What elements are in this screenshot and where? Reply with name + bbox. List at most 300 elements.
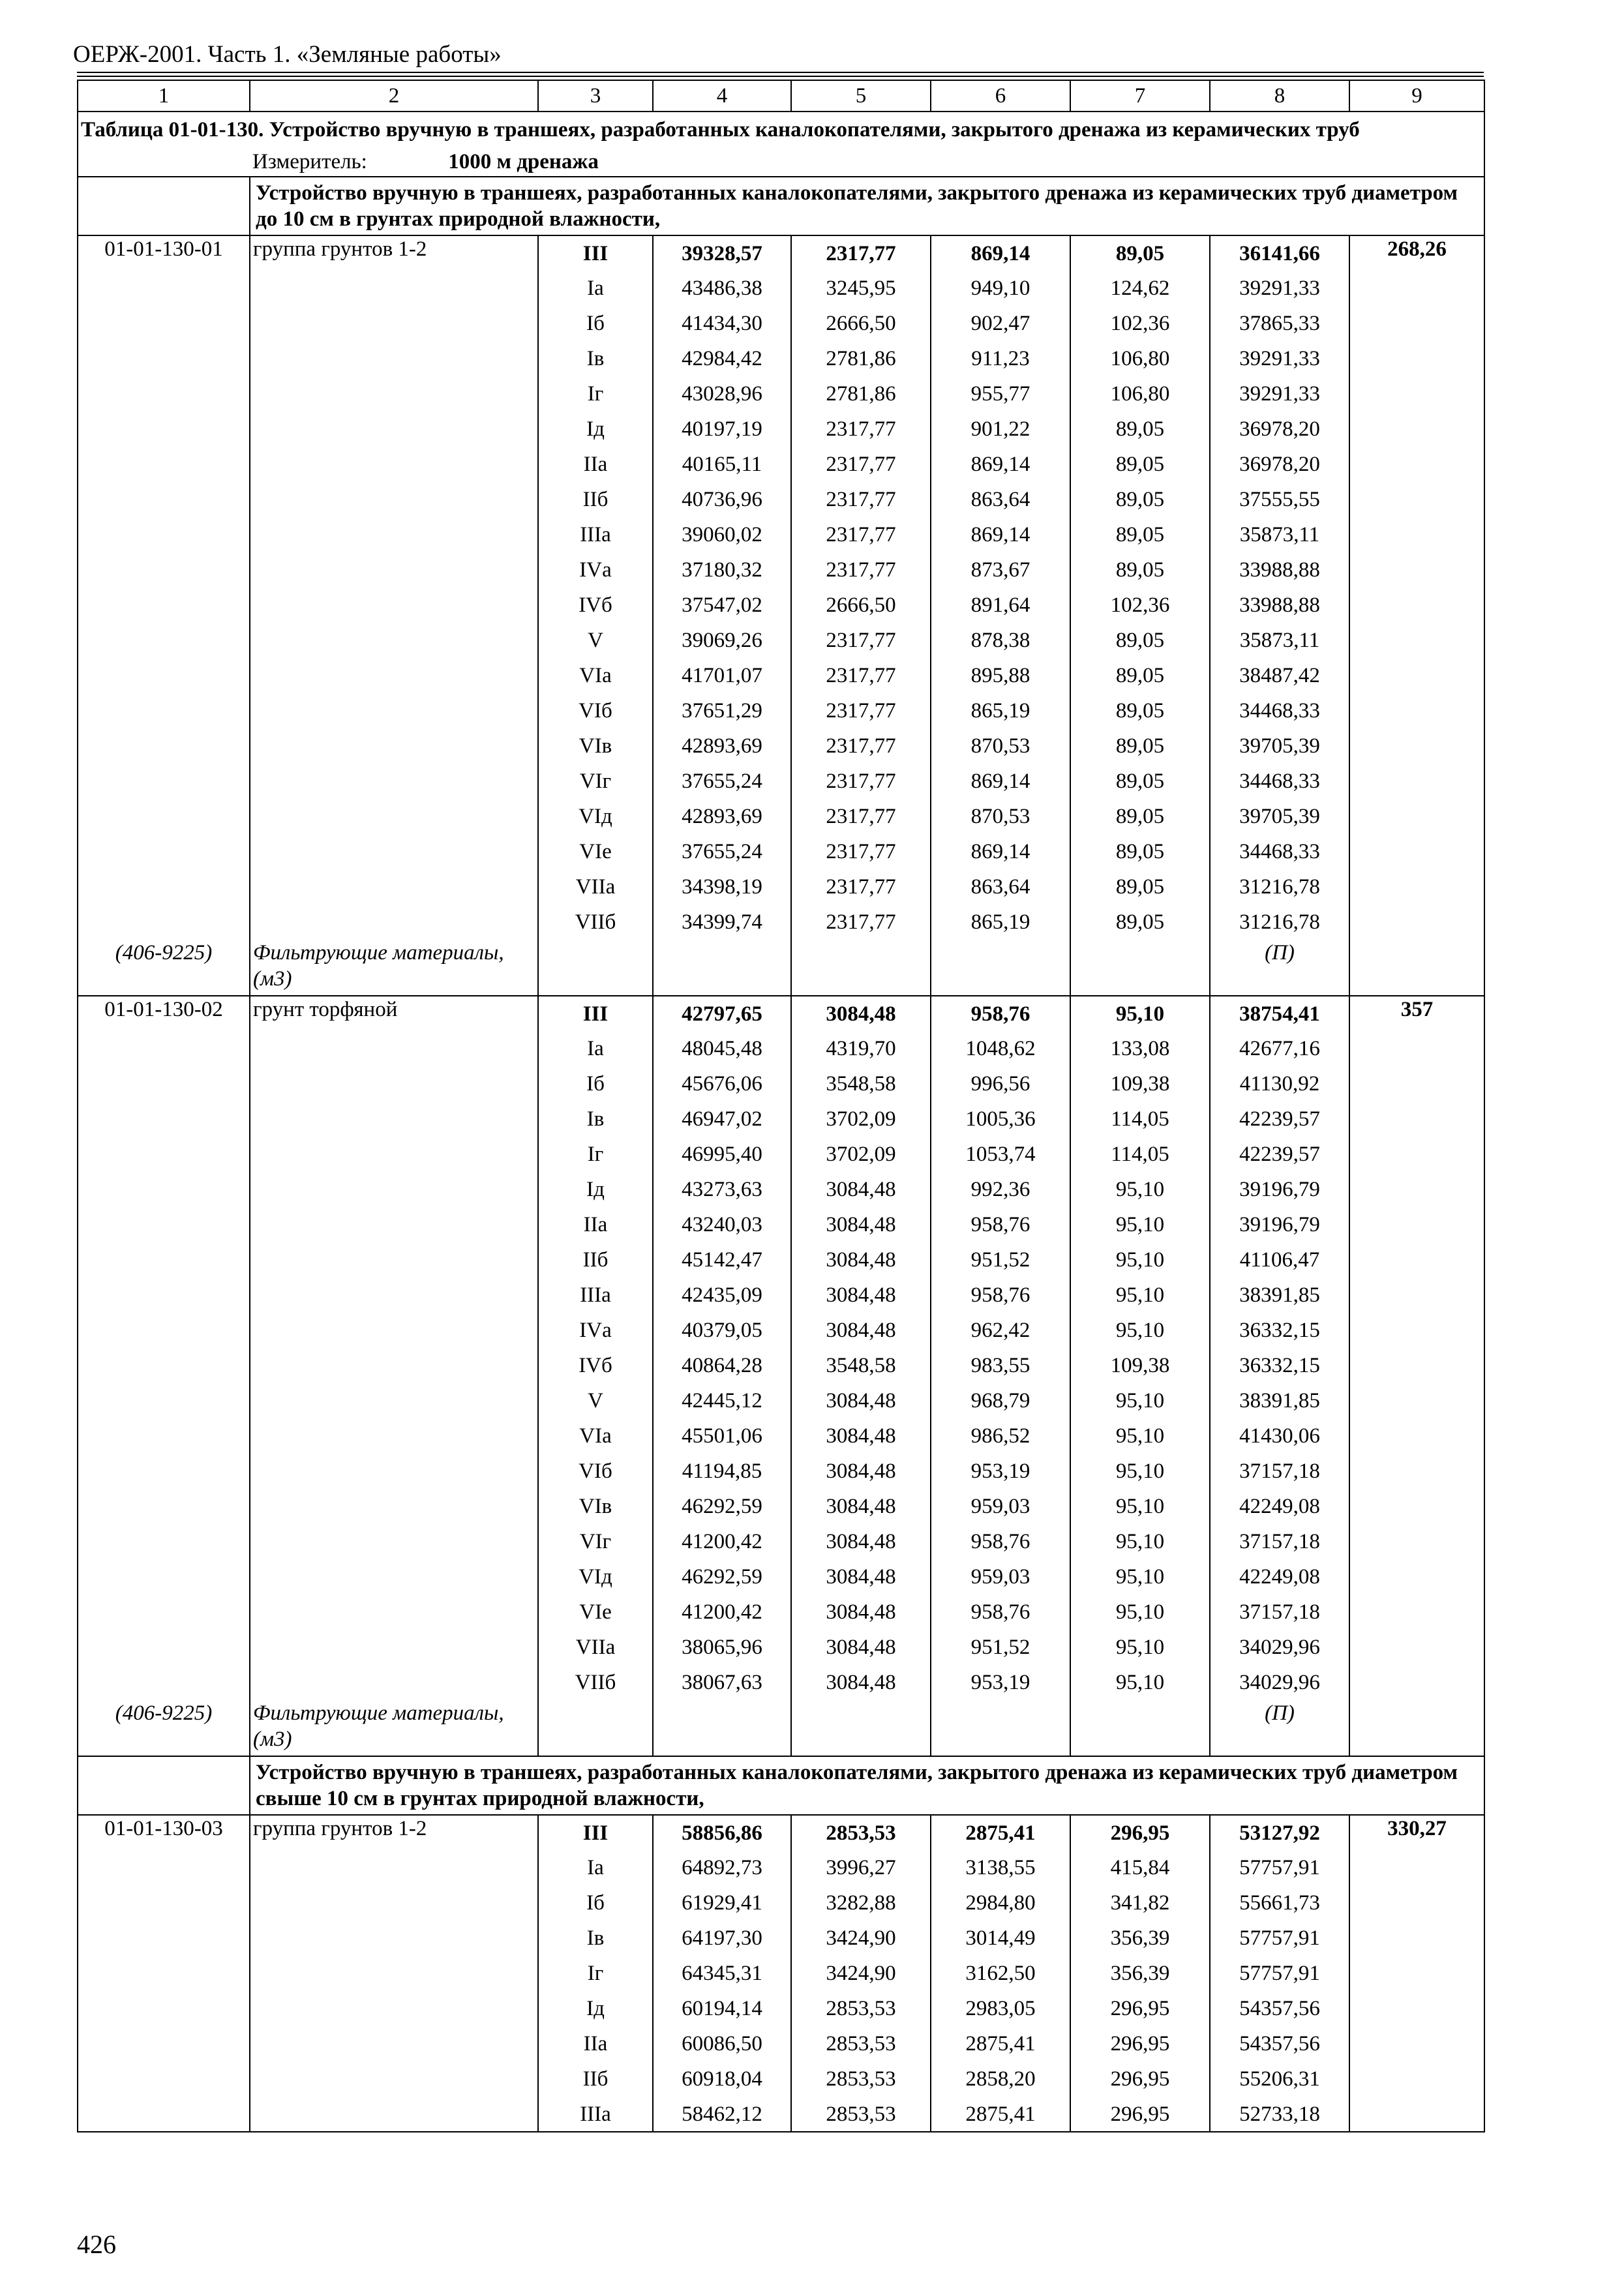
name-cell [250,2061,538,2097]
value-cell: 863,64 [931,869,1070,905]
value-cell: 39291,33 [1210,341,1349,376]
value-cell: 39328,57 [653,235,791,271]
name-cell [250,588,538,623]
value-cell: 3424,90 [791,1956,931,1991]
name-cell [250,1850,538,1885]
name-cell [250,623,538,658]
running-header: ОЕРЖ-2001. Часть 1. «Земляные работы» [73,41,502,68]
value-cell: 34398,19 [653,869,791,905]
col9-cell [1349,1594,1484,1630]
zone-cell: V [538,623,653,658]
value-cell: 89,05 [1070,517,1210,552]
zone-cell: IVб [538,1348,653,1383]
row-name: группа грунтов 1-2 [250,235,538,271]
value-cell: 35873,11 [1210,623,1349,658]
table-row [78,658,1484,693]
filter-code: (406-9225) [78,1700,250,1756]
value-cell: 58856,86 [653,1815,791,1850]
meter-label: Измеритель: [252,149,367,173]
value-cell: 55206,31 [1210,2061,1349,2097]
value-cell: 95,10 [1070,1207,1210,1242]
value-cell: 953,19 [931,1665,1070,1700]
meter-value: 1000 м дренажа [448,149,599,173]
code-cell [78,834,250,869]
name-cell [250,834,538,869]
value-cell: 95,10 [1070,1559,1210,1594]
value-cell: 89,05 [1070,693,1210,728]
value-cell: 89,05 [1070,552,1210,588]
value-cell: 895,88 [931,658,1070,693]
value-cell: 902,47 [931,306,1070,341]
zone-cell: IIIа [538,2097,653,2132]
value-cell: 870,53 [931,728,1070,764]
name-cell [250,1348,538,1383]
col9-cell [1349,764,1484,799]
value-cell: 95,10 [1070,996,1210,1031]
value-cell: 1053,74 [931,1137,1070,1172]
code-cell [78,1630,250,1665]
table-row [78,376,1484,411]
table-row [78,693,1484,728]
value-cell: 959,03 [931,1489,1070,1524]
value-cell: 106,80 [1070,376,1210,411]
table-row [78,2026,1484,2061]
table-row [78,1665,1484,1700]
value-cell: 42984,42 [653,341,791,376]
value-cell: 64892,73 [653,1850,791,1885]
value-cell: 2317,77 [791,517,931,552]
value-cell: 36978,20 [1210,411,1349,447]
zone-cell: Iв [538,1101,653,1137]
column-number-row [78,80,1484,112]
value-cell: 37547,02 [653,588,791,623]
name-cell [250,1956,538,1991]
value-cell: 95,10 [1070,1524,1210,1559]
value-cell: 37865,33 [1210,306,1349,341]
zone-cell: Iв [538,1921,653,1956]
table-row [78,588,1484,623]
col9-cell [1349,271,1484,306]
page-number: 426 [77,2230,116,2259]
table-title: Таблица 01-01-130. Устройство вручную в траншеях, разработанных каналокопателями, закрытого дренажа из керамических труб [78,112,1484,147]
value-cell: 1048,62 [931,1031,1070,1066]
value-cell: 45676,06 [653,1066,791,1101]
value-cell: 869,14 [931,764,1070,799]
value-cell: 95,10 [1070,1418,1210,1454]
value-cell: 962,42 [931,1313,1070,1348]
col9-cell [1349,552,1484,588]
name-cell [250,1630,538,1665]
value-cell: 869,14 [931,834,1070,869]
zone-cell: IVа [538,1313,653,1348]
value-cell: 2317,77 [791,658,931,693]
col9-cell [1349,1137,1484,1172]
value-cell: 953,19 [931,1454,1070,1489]
code-cell [78,1172,250,1207]
value-cell: 42249,08 [1210,1489,1349,1524]
col-number: 7 [1070,80,1210,112]
table-row [78,341,1484,376]
value-cell: 58462,12 [653,2097,791,2132]
table-row [78,869,1484,905]
table-row [78,1559,1484,1594]
name-cell [250,341,538,376]
col9-cell [1349,517,1484,552]
value-cell: 109,38 [1070,1348,1210,1383]
value-cell: 873,67 [931,552,1070,588]
value-cell: 2875,41 [931,2097,1070,2132]
section-spacer [78,1756,250,1815]
value-cell: 57757,91 [1210,1850,1349,1885]
col-number: 4 [653,80,791,112]
table-row [78,1031,1484,1066]
value-cell: 3084,48 [791,1454,931,1489]
value-cell: 95,10 [1070,1665,1210,1700]
col9-cell [1349,658,1484,693]
code-cell [78,1956,250,1991]
empty-cell [653,1700,791,1756]
value-cell: 41200,42 [653,1524,791,1559]
value-cell: 958,76 [931,1524,1070,1559]
name-cell [250,728,538,764]
row-code: 01-01-130-03 [78,1815,250,1850]
col-number: 8 [1210,80,1349,112]
value-cell: 865,19 [931,905,1070,940]
empty-cell [791,1700,931,1756]
table-row [78,1383,1484,1418]
col9-cell [1349,2026,1484,2061]
code-cell [78,728,250,764]
value-cell: 89,05 [1070,799,1210,834]
section-title: Устройство вручную в траншеях, разработанных каналокопателями, закрытого дренажа из керамических труб диаметром свыше 10 см в грунтах природной влажности, [250,1756,1484,1815]
value-cell: 296,95 [1070,2061,1210,2097]
col9-cell [1349,588,1484,623]
value-cell: 38391,85 [1210,1383,1349,1418]
code-cell [78,517,250,552]
value-cell: 95,10 [1070,1242,1210,1278]
col9-cell [1349,341,1484,376]
name-cell [250,1885,538,1921]
value-cell: 46292,59 [653,1489,791,1524]
value-cell: 43240,03 [653,1207,791,1242]
value-cell: 95,10 [1070,1594,1210,1630]
zone-cell: Iг [538,1137,653,1172]
table-row [78,1207,1484,1242]
col-number: 2 [250,80,538,112]
value-cell: 46947,02 [653,1101,791,1137]
value-cell: 3084,48 [791,1418,931,1454]
code-cell [78,411,250,447]
col-number: 1 [78,80,250,112]
code-cell [78,764,250,799]
value-cell: 43486,38 [653,271,791,306]
value-cell: 2781,86 [791,341,931,376]
name-cell [250,1454,538,1489]
value-cell: 64197,30 [653,1921,791,1956]
code-cell [78,658,250,693]
value-cell: 41701,07 [653,658,791,693]
value-cell: 2853,53 [791,2097,931,2132]
col9-cell [1349,1630,1484,1665]
zone-cell: VIа [538,1418,653,1454]
value-cell: 2317,77 [791,447,931,482]
col9-cell [1349,306,1484,341]
row-name: группа грунтов 1-2 [250,1815,538,1850]
value-cell: 114,05 [1070,1137,1210,1172]
value-cell: 95,10 [1070,1278,1210,1313]
code-cell [78,1031,250,1066]
filter-row [78,1700,1484,1756]
value-cell: 3702,09 [791,1137,931,1172]
value-cell: 958,76 [931,996,1070,1031]
value-cell: 36332,15 [1210,1313,1349,1348]
table-row [78,2097,1484,2132]
value-cell: 52733,18 [1210,2097,1349,2132]
zone-cell: VIв [538,1489,653,1524]
value-cell: 33988,88 [1210,588,1349,623]
col9-cell [1349,1991,1484,2026]
value-cell: 43028,96 [653,376,791,411]
value-cell: 3084,48 [791,1630,931,1665]
zone-cell: III [538,1815,653,1850]
value-cell: 133,08 [1070,1031,1210,1066]
value-cell: 869,14 [931,235,1070,271]
value-cell: 2666,50 [791,306,931,341]
value-cell: 2317,77 [791,869,931,905]
value-cell: 34029,96 [1210,1630,1349,1665]
name-cell [250,869,538,905]
value-cell: 2317,77 [791,905,931,940]
value-cell: 2317,77 [791,799,931,834]
value-cell: 39060,02 [653,517,791,552]
value-cell: 36332,15 [1210,1348,1349,1383]
value-cell: 38067,63 [653,1665,791,1700]
table-row [78,1594,1484,1630]
col9-value: 268,26 [1349,235,1484,271]
zone-cell: IIб [538,482,653,517]
zone-cell: IIа [538,1207,653,1242]
value-cell: 865,19 [931,693,1070,728]
code-cell [78,1524,250,1559]
empty-cell [1349,940,1484,996]
value-cell: 3162,50 [931,1956,1070,1991]
table-row [78,1956,1484,1991]
code-cell [78,1313,250,1348]
value-cell: 3138,55 [931,1850,1070,1885]
name-cell [250,1991,538,2026]
zone-cell: IVа [538,552,653,588]
value-cell: 2875,41 [931,1815,1070,1850]
value-cell: 2317,77 [791,411,931,447]
table-row [78,1630,1484,1665]
code-cell [78,623,250,658]
value-cell: 42435,09 [653,1278,791,1313]
value-cell: 89,05 [1070,764,1210,799]
value-cell: 31216,78 [1210,869,1349,905]
section-title: Устройство вручную в траншеях, разработанных каналокопателями, закрытого дренажа из керамических труб диаметром до 10 см в грунтах природной влажности, [250,177,1484,235]
name-cell [250,1242,538,1278]
value-cell: 89,05 [1070,728,1210,764]
col9-cell [1349,1921,1484,1956]
name-cell [250,552,538,588]
code-cell [78,1921,250,1956]
col9-cell [1349,2097,1484,2132]
value-cell: 996,56 [931,1066,1070,1101]
value-cell: 38065,96 [653,1630,791,1665]
name-cell [250,764,538,799]
zone-cell: VIе [538,1594,653,1630]
value-cell: 356,39 [1070,1921,1210,1956]
empty-cell [653,940,791,996]
value-cell: 869,14 [931,447,1070,482]
col9-cell [1349,1313,1484,1348]
value-cell: 89,05 [1070,411,1210,447]
code-cell [78,1278,250,1313]
value-cell: 37655,24 [653,764,791,799]
table-row [78,1850,1484,1885]
value-cell: 39291,33 [1210,376,1349,411]
value-cell: 48045,48 [653,1031,791,1066]
zone-cell: VIб [538,1454,653,1489]
name-cell [250,1524,538,1559]
zone-cell: IIа [538,2026,653,2061]
code-cell [78,588,250,623]
col9-cell [1349,1066,1484,1101]
table-row [78,1921,1484,1956]
table-row [78,517,1484,552]
rates-table [77,80,1485,2132]
value-cell: 45501,06 [653,1418,791,1454]
filter-unit: (П) [1210,1700,1349,1756]
value-cell: 95,10 [1070,1383,1210,1418]
col9-cell [1349,1242,1484,1278]
empty-cell [931,940,1070,996]
value-cell: 39705,39 [1210,728,1349,764]
value-cell: 89,05 [1070,623,1210,658]
value-cell: 296,95 [1070,1815,1210,1850]
code-cell [78,1207,250,1242]
zone-cell: VIе [538,834,653,869]
value-cell: 3424,90 [791,1921,931,1956]
col9-cell [1349,1559,1484,1594]
zone-cell: Iа [538,1850,653,1885]
value-cell: 2317,77 [791,552,931,588]
value-cell: 36141,66 [1210,235,1349,271]
name-cell [250,693,538,728]
table-row [78,1454,1484,1489]
code-cell [78,1242,250,1278]
value-cell: 34468,33 [1210,834,1349,869]
value-cell: 43273,63 [653,1172,791,1207]
name-cell [250,799,538,834]
value-cell: 114,05 [1070,1101,1210,1137]
code-cell [78,376,250,411]
value-cell: 3084,48 [791,1559,931,1594]
value-cell: 901,22 [931,411,1070,447]
code-cell [78,2026,250,2061]
col9-value: 330,27 [1349,1815,1484,1850]
value-cell: 41200,42 [653,1594,791,1630]
table-row [78,2061,1484,2097]
value-cell: 891,64 [931,588,1070,623]
code-cell [78,1418,250,1454]
value-cell: 2853,53 [791,1991,931,2026]
col9-cell [1349,693,1484,728]
value-cell: 40197,19 [653,411,791,447]
col-number: 5 [791,80,931,112]
code-cell [78,1348,250,1383]
zone-cell: Iд [538,1991,653,2026]
value-cell: 41106,47 [1210,1242,1349,1278]
col-number: 6 [931,80,1070,112]
value-cell: 3084,48 [791,1665,931,1700]
col9-cell [1349,2061,1484,2097]
value-cell: 863,64 [931,482,1070,517]
zone-cell: III [538,996,653,1031]
value-cell: 2317,77 [791,235,931,271]
empty-cell [538,1700,653,1756]
row-code: 01-01-130-01 [78,235,250,271]
code-cell [78,482,250,517]
value-cell: 341,82 [1070,1885,1210,1921]
zone-cell: V [538,1383,653,1418]
value-cell: 40379,05 [653,1313,791,1348]
value-cell: 2853,53 [791,2061,931,2097]
value-cell: 57757,91 [1210,1921,1349,1956]
code-cell [78,1137,250,1172]
value-cell: 2666,50 [791,588,931,623]
value-cell: 36978,20 [1210,447,1349,482]
name-cell [250,1066,538,1101]
value-cell: 89,05 [1070,447,1210,482]
code-cell [78,271,250,306]
filter-row [78,940,1484,996]
row-name: грунт торфяной [250,996,538,1031]
zone-cell: Iа [538,1031,653,1066]
value-cell: 983,55 [931,1348,1070,1383]
table-row [78,1278,1484,1313]
value-cell: 102,36 [1070,306,1210,341]
value-cell: 986,52 [931,1418,1070,1454]
value-cell: 955,77 [931,376,1070,411]
value-cell: 39291,33 [1210,271,1349,306]
zone-cell: Iб [538,306,653,341]
row-code: 01-01-130-02 [78,996,250,1031]
value-cell: 878,38 [931,623,1070,658]
empty-cell [1070,940,1210,996]
value-cell: 42239,57 [1210,1137,1349,1172]
value-cell: 3084,48 [791,1172,931,1207]
col9-cell [1349,869,1484,905]
table-row [78,1885,1484,1921]
value-cell: 42445,12 [653,1383,791,1418]
value-cell: 39196,79 [1210,1207,1349,1242]
zone-cell: Iб [538,1885,653,1921]
zone-cell: IIIа [538,1278,653,1313]
table-row [78,728,1484,764]
value-cell: 39196,79 [1210,1172,1349,1207]
zone-cell: VIIа [538,1630,653,1665]
value-cell: 37157,18 [1210,1594,1349,1630]
table-row [78,1313,1484,1348]
value-cell: 89,05 [1070,869,1210,905]
zone-cell: VIд [538,799,653,834]
table-row [78,623,1484,658]
code-cell [78,447,250,482]
name-cell [250,658,538,693]
code-cell [78,1885,250,1921]
value-cell: 2853,53 [791,2026,931,2061]
